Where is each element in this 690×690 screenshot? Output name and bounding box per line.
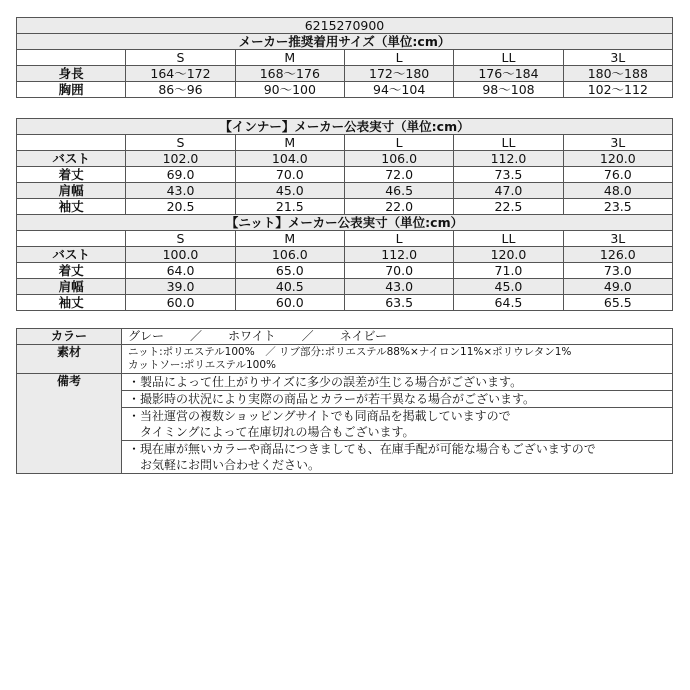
note-item bbox=[122, 374, 673, 391]
size-header-3l: 3L bbox=[563, 231, 672, 247]
table-cell: 104.0 bbox=[235, 151, 344, 167]
table-cell: 43.0 bbox=[126, 183, 235, 199]
table-cell: 45.0 bbox=[454, 279, 563, 295]
material-line: ニット:ポリエステル100% ／ リブ部分:ポリエステル88%×ナイロン11%×ポリウレタン1% bbox=[128, 346, 572, 358]
header-blank bbox=[17, 231, 126, 247]
row-label-sleeve: 袖丈 bbox=[17, 199, 126, 215]
table-cell: 112.0 bbox=[344, 247, 453, 263]
size-header-s: S bbox=[126, 231, 235, 247]
inner-title: 【インナー】メーカー公表実寸（単位:cm） bbox=[17, 119, 673, 135]
table-cell: 48.0 bbox=[563, 183, 672, 199]
size-header-ll: LL bbox=[454, 231, 563, 247]
size-header-s: S bbox=[126, 50, 235, 66]
table-cell: 120.0 bbox=[454, 247, 563, 263]
table-cell: 112.0 bbox=[454, 151, 563, 167]
product-code: 6215270900 bbox=[17, 18, 673, 34]
table-cell: 72.0 bbox=[344, 167, 453, 183]
size-header-m: M bbox=[235, 231, 344, 247]
color-item: ホワイト bbox=[228, 329, 276, 343]
row-label-sleeve: 袖丈 bbox=[17, 295, 126, 311]
table-cell: 164〜172 bbox=[126, 66, 235, 82]
table-cell: 69.0 bbox=[126, 167, 235, 183]
note-item bbox=[122, 408, 673, 441]
size-header-l: L bbox=[344, 231, 453, 247]
note-item bbox=[122, 391, 673, 408]
note-line: ・撮影時の状況により実際の商品とカラーが若干異なる場合がございます。 bbox=[128, 392, 536, 406]
size-header-3l: 3L bbox=[563, 135, 672, 151]
row-label-bust: バスト bbox=[17, 247, 126, 263]
color-item: ネイビー bbox=[339, 329, 387, 343]
size-header-s: S bbox=[126, 135, 235, 151]
table-cell: 98〜108 bbox=[454, 82, 563, 98]
measurements-table bbox=[16, 118, 673, 311]
color-label: カラー bbox=[17, 329, 122, 345]
size-header-m: M bbox=[235, 135, 344, 151]
row-label-shoulder: 肩幅 bbox=[17, 183, 126, 199]
table-cell: 39.0 bbox=[126, 279, 235, 295]
header-blank bbox=[17, 50, 126, 66]
note-line: お気軽にお問い合わせください。 bbox=[128, 458, 321, 472]
note-line: ・現在庫が無いカラーや商品につきましても、在庫手配が可能な場合もございますので bbox=[128, 442, 596, 456]
knit-title: 【ニット】メーカー公表実寸（単位:cm） bbox=[17, 215, 673, 231]
table-cell: 126.0 bbox=[563, 247, 672, 263]
table-cell: 120.0 bbox=[563, 151, 672, 167]
table-cell: 70.0 bbox=[235, 167, 344, 183]
size-header-ll: LL bbox=[454, 135, 563, 151]
size-header-3l: 3L bbox=[563, 50, 672, 66]
table-cell: 176〜184 bbox=[454, 66, 563, 82]
size-header-m: M bbox=[235, 50, 344, 66]
note-line: タイミングによって在庫切れの場合もございます。 bbox=[128, 425, 415, 439]
table-cell: 76.0 bbox=[563, 167, 672, 183]
product-info-table bbox=[16, 328, 673, 474]
row-label-length: 着丈 bbox=[17, 263, 126, 279]
table-cell: 23.5 bbox=[563, 199, 672, 215]
table-cell: 168〜176 bbox=[235, 66, 344, 82]
table-cell: 90〜100 bbox=[235, 82, 344, 98]
row-label-shoulder: 肩幅 bbox=[17, 279, 126, 295]
table-cell: 40.5 bbox=[235, 279, 344, 295]
material-label: 素材 bbox=[17, 345, 122, 374]
color-separator: ／ bbox=[301, 329, 314, 343]
table-cell: 22.5 bbox=[454, 199, 563, 215]
table-cell: 45.0 bbox=[235, 183, 344, 199]
color-separator: ／ bbox=[190, 329, 203, 343]
size-header-l: L bbox=[344, 135, 453, 151]
size-header-ll: LL bbox=[454, 50, 563, 66]
note-line: ・製品によって仕上がりサイズに多少の誤差が生じる場合がございます。 bbox=[128, 375, 523, 389]
table-cell: 64.5 bbox=[454, 295, 563, 311]
row-label-height: 身長 bbox=[17, 66, 126, 82]
material-value bbox=[122, 345, 673, 374]
table-cell: 63.5 bbox=[344, 295, 453, 311]
table-cell: 21.5 bbox=[235, 199, 344, 215]
table-cell: 73.0 bbox=[563, 263, 672, 279]
color-item: グレー bbox=[128, 329, 165, 343]
table-cell: 47.0 bbox=[454, 183, 563, 199]
table-cell: 64.0 bbox=[126, 263, 235, 279]
table-cell: 86〜96 bbox=[126, 82, 235, 98]
table-cell: 49.0 bbox=[563, 279, 672, 295]
color-list bbox=[122, 329, 673, 345]
row-label-length: 着丈 bbox=[17, 167, 126, 183]
table-cell: 73.5 bbox=[454, 167, 563, 183]
row-label-chest: 胸囲 bbox=[17, 82, 126, 98]
table-cell: 94〜104 bbox=[344, 82, 453, 98]
table-cell: 65.5 bbox=[563, 295, 672, 311]
table-cell: 22.0 bbox=[344, 199, 453, 215]
recommended-size-table bbox=[16, 17, 673, 98]
table-cell: 43.0 bbox=[344, 279, 453, 295]
header-blank bbox=[17, 135, 126, 151]
material-line: カットソー:ポリエステル100% bbox=[128, 359, 277, 371]
table-cell: 106.0 bbox=[344, 151, 453, 167]
table-cell: 172〜180 bbox=[344, 66, 453, 82]
recommended-size-title: メーカー推奨着用サイズ（単位:cm） bbox=[17, 34, 673, 50]
table-cell: 102〜112 bbox=[563, 82, 672, 98]
size-header-l: L bbox=[344, 50, 453, 66]
table-cell: 20.5 bbox=[126, 199, 235, 215]
table-cell: 70.0 bbox=[344, 263, 453, 279]
table-cell: 106.0 bbox=[235, 247, 344, 263]
notes-label: 備考 bbox=[17, 374, 122, 474]
table-cell: 60.0 bbox=[126, 295, 235, 311]
table-cell: 46.5 bbox=[344, 183, 453, 199]
table-cell: 102.0 bbox=[126, 151, 235, 167]
row-label-bust: バスト bbox=[17, 151, 126, 167]
table-cell: 60.0 bbox=[235, 295, 344, 311]
note-line: ・当社運営の複数ショッピングサイトでも同商品を掲載していますので bbox=[128, 409, 511, 423]
note-item bbox=[122, 441, 673, 474]
table-cell: 100.0 bbox=[126, 247, 235, 263]
table-cell: 180〜188 bbox=[563, 66, 672, 82]
table-cell: 71.0 bbox=[454, 263, 563, 279]
table-cell: 65.0 bbox=[235, 263, 344, 279]
